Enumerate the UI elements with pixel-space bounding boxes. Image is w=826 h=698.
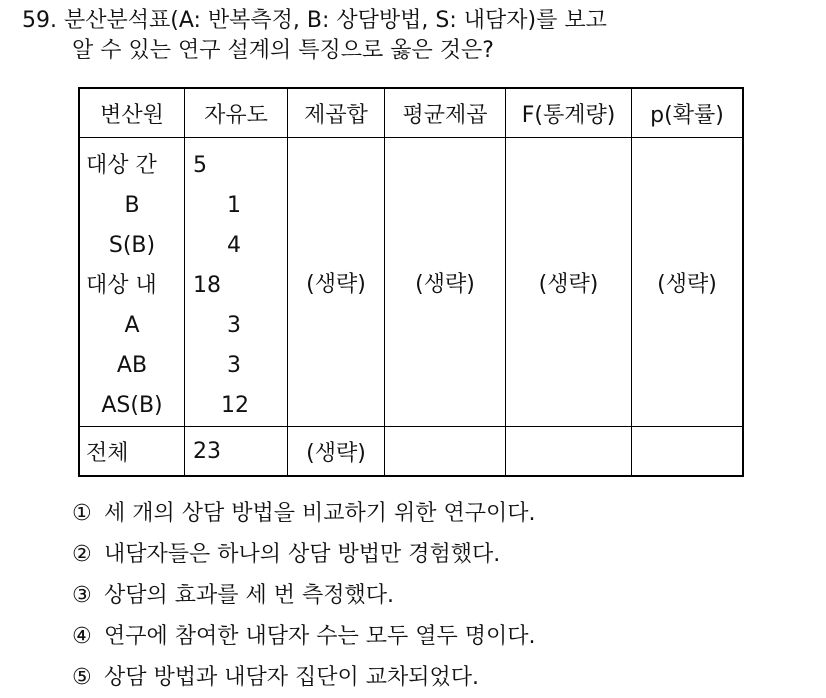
- option-1[interactable]: [72, 493, 536, 534]
- table-body-row: [79, 138, 743, 427]
- header-f: F(통계량): [506, 88, 632, 138]
- total-ms-empty: [385, 427, 506, 477]
- source-a: A: [124, 313, 140, 338]
- source-between: 대상 간: [86, 153, 157, 178]
- option-1-number: ①: [72, 501, 92, 526]
- f-omitted: (생략): [506, 138, 632, 427]
- df-s-b: 4: [227, 233, 241, 258]
- option-3-number: ③: [72, 583, 92, 608]
- question-title: [22, 6, 607, 36]
- source-as-b: AS(B): [101, 393, 163, 418]
- df-column: [185, 138, 288, 427]
- answer-options: [72, 493, 536, 698]
- df-between: 5: [193, 153, 207, 178]
- option-2[interactable]: [72, 534, 536, 575]
- source-column: [79, 138, 185, 427]
- total-ss: (생략): [288, 427, 385, 477]
- total-p-empty: [632, 427, 744, 477]
- source-s-b: S(B): [108, 233, 156, 258]
- option-5-text: 상담 방법과 내담자 집단이 교차되었다.: [104, 665, 479, 690]
- ms-omitted: (생략): [385, 138, 506, 427]
- p-omitted: (생략): [632, 138, 744, 427]
- option-2-number: ②: [72, 542, 92, 567]
- header-df: 자유도: [185, 88, 288, 138]
- header-p: p(확률): [632, 88, 744, 138]
- question-text-line2: 알 수 있는 연구 설계의 특징으로 옳은 것은?: [72, 38, 494, 63]
- option-5[interactable]: [72, 657, 536, 698]
- df-ab: 3: [227, 353, 241, 378]
- option-4-text: 연구에 참여한 내담자 수는 모두 열두 명이다.: [104, 624, 536, 649]
- option-5-number: ⑤: [72, 665, 92, 690]
- source-ab: AB: [116, 353, 148, 378]
- question-text-line1: 분산분석표(A: 반복측정, B: 상담방법, S: 내담자)를 보고: [64, 8, 607, 33]
- df-a: 3: [227, 313, 241, 338]
- header-source: 변산원: [79, 88, 185, 138]
- ss-omitted: (생략): [288, 138, 385, 427]
- header-ss: 제곱합: [288, 88, 385, 138]
- option-3-text: 상담의 효과를 세 번 측정했다.: [104, 583, 394, 608]
- table-header-row: [79, 88, 743, 138]
- df-b: 1: [227, 193, 241, 218]
- anova-table: [78, 87, 744, 477]
- question-number: 59.: [22, 8, 57, 33]
- option-1-text: 세 개의 상담 방법을 비교하기 위한 연구이다.: [104, 501, 536, 526]
- option-4-number: ④: [72, 624, 92, 649]
- df-as-b: 12: [221, 393, 249, 418]
- option-4[interactable]: [72, 616, 536, 657]
- total-f-empty: [506, 427, 632, 477]
- header-ms: 평균제곱: [385, 88, 506, 138]
- df-within: 18: [193, 273, 221, 298]
- source-within: 대상 내: [86, 273, 157, 298]
- source-b: B: [124, 193, 140, 218]
- total-label: 전체: [79, 427, 185, 477]
- table-total-row: [79, 427, 743, 477]
- option-2-text: 내담자들은 하나의 상담 방법만 경험했다.: [104, 542, 501, 567]
- total-df: 23: [185, 427, 288, 477]
- option-3[interactable]: [72, 575, 536, 616]
